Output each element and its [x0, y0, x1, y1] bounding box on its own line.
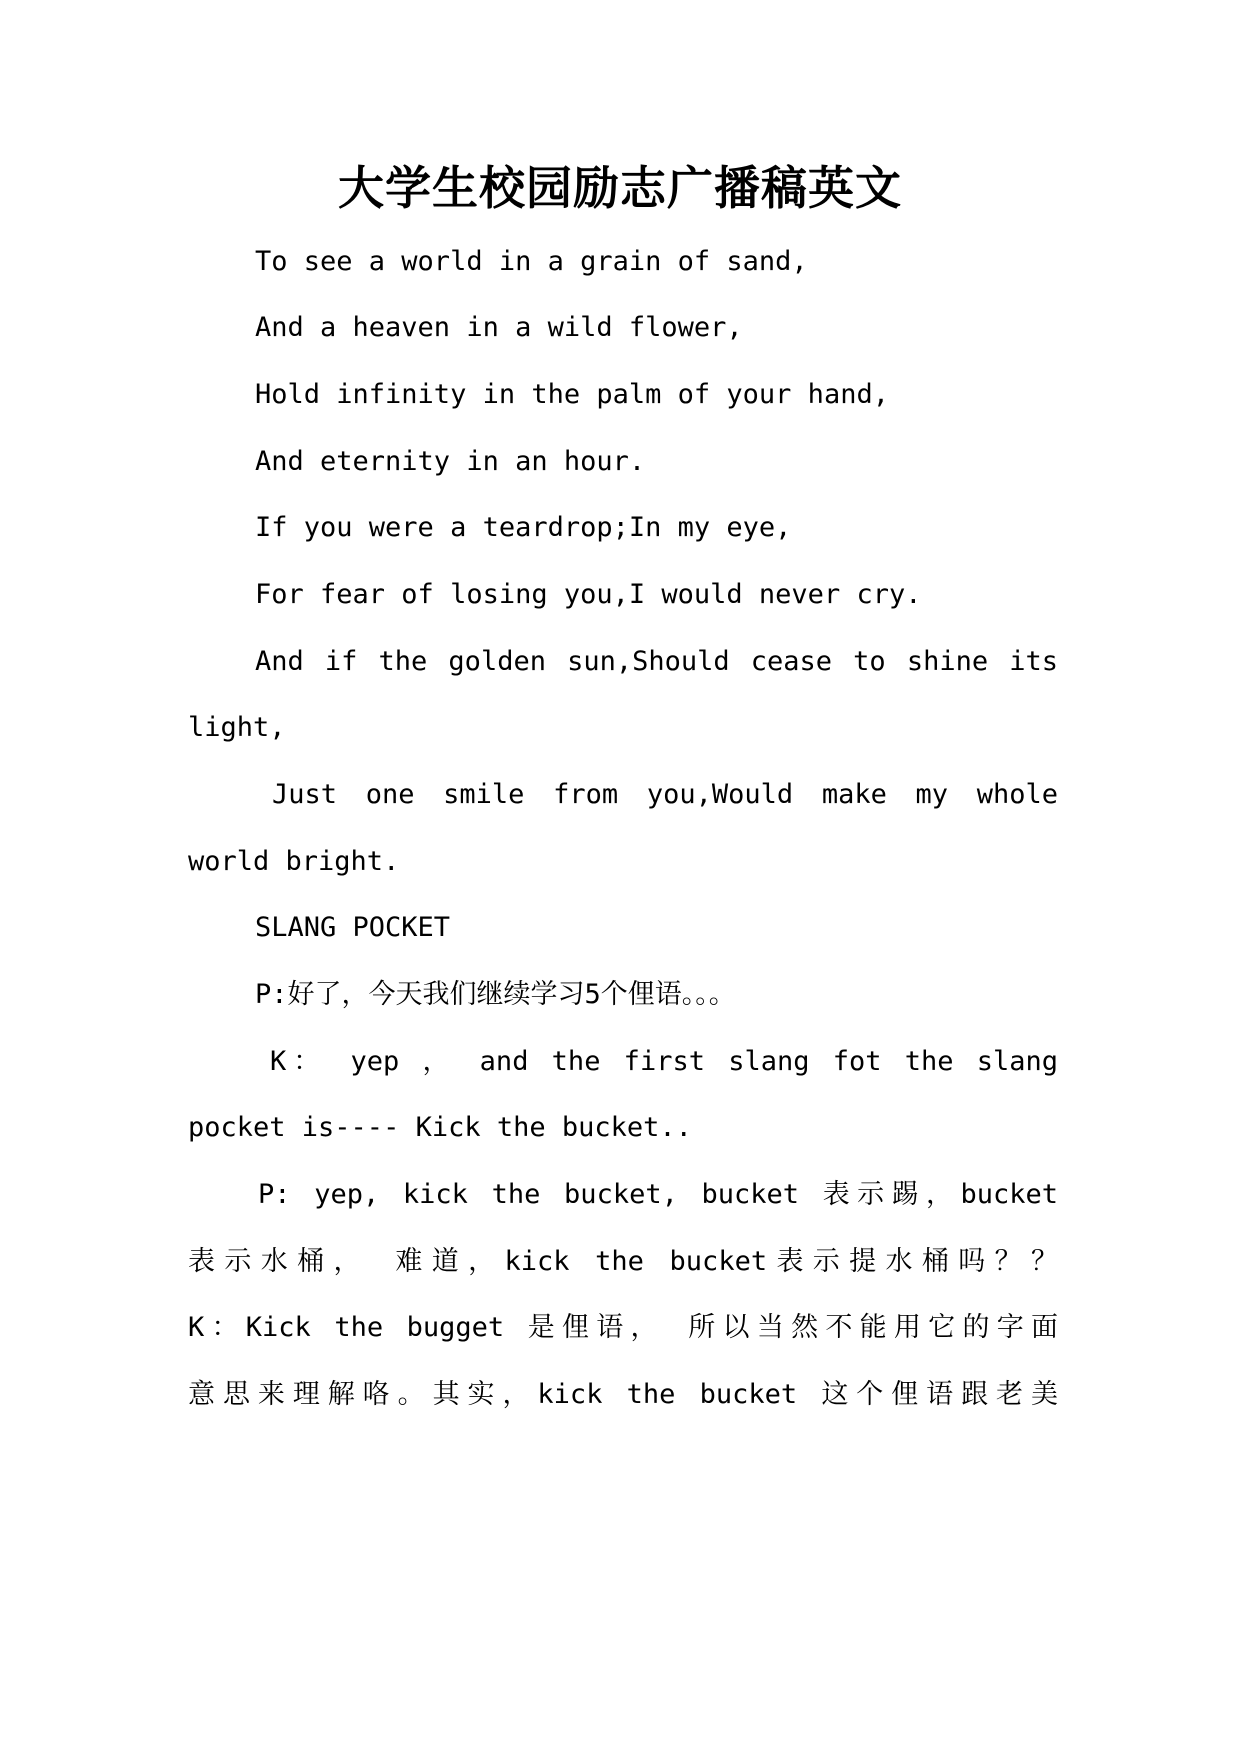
poem-line-7: And if the golden sun,Should cease to shine its	[255, 646, 1058, 677]
poem-line-8-cont: world bright.	[188, 846, 400, 877]
poem-line-3: Hold infinity in the palm of your hand,	[255, 379, 889, 410]
dialogue-line-2: K： yep ， and the first slang fot the slang	[270, 1046, 1058, 1077]
poem-line-1: To see a world in a grain of sand,	[255, 246, 808, 277]
dialogue-line-3-cont: 表示水桶， 难道，kick the bucket表示提水桶吗？？	[188, 1246, 1058, 1277]
dialogue-line-4: K：Kick the bugget 是俚语， 所以当然不能用它的字面	[188, 1312, 1058, 1343]
poem-line-6: For fear of losing you,I would never cry.	[255, 579, 922, 610]
poem-line-7-cont: light,	[188, 712, 286, 743]
section-heading: SLANG POCKET	[255, 912, 451, 943]
dialogue-line-1: P:好了，今天我们继续学习5个俚语。。。	[255, 979, 736, 1010]
poem-line-4: And eternity in an hour.	[255, 446, 646, 477]
dialogue-line-4-cont: 意思来理解咯。其实，kick the bucket 这个俚语跟老美	[188, 1379, 1058, 1410]
poem-line-5: If you were a teardrop;In my eye,	[255, 512, 792, 543]
dialogue-line-2-cont: pocket is---- Kick the bucket..	[188, 1112, 692, 1143]
poem-line-2: And a heaven in a wild flower,	[255, 312, 743, 343]
document-title: 大学生校园励志广播稿英文	[338, 161, 902, 215]
dialogue-line-3: P: yep, kick the bucket, bucket 表示踢，bucket	[258, 1179, 1058, 1210]
poem-line-8: Just one smile from you,Would make my whole	[272, 779, 1058, 810]
